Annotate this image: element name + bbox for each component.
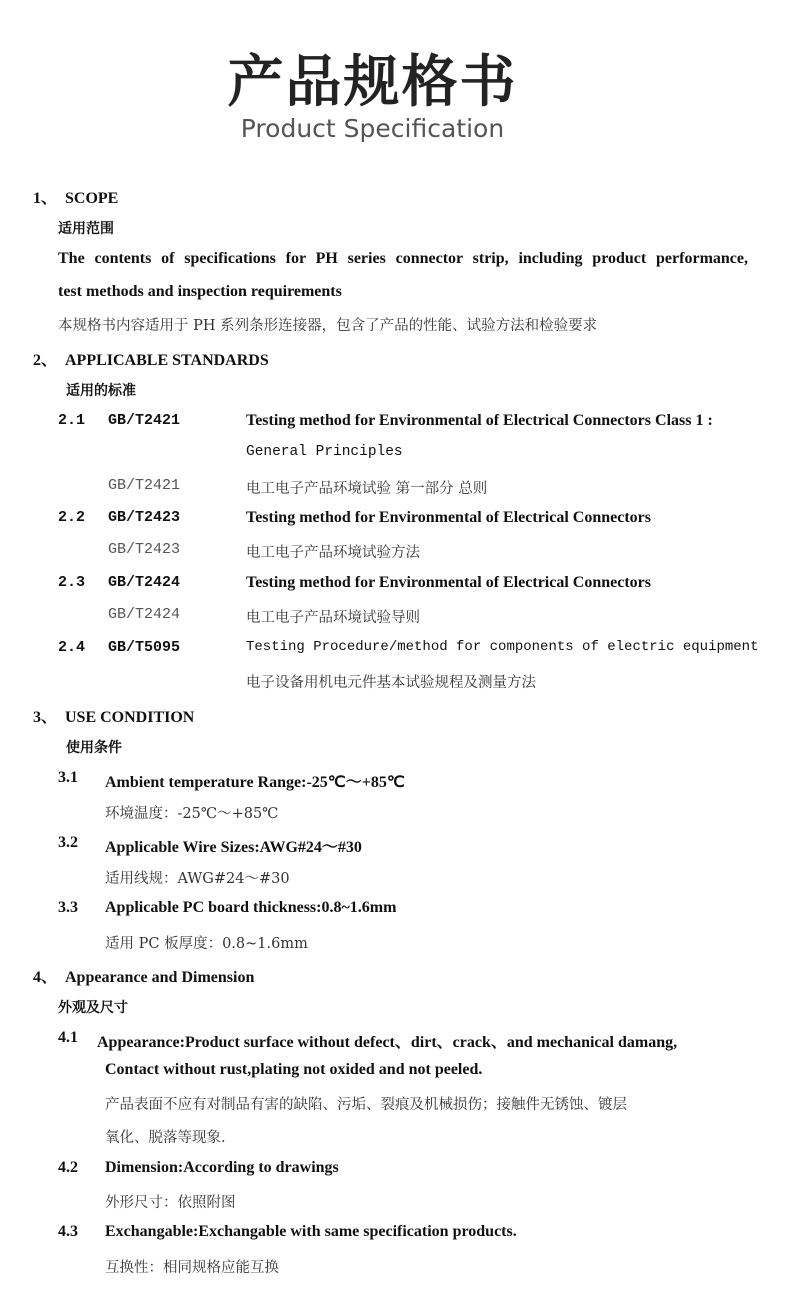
standard-code-cn: GB/T2423 [108,541,181,558]
appearance-text-cn-cont: 氧化、脱落等现象. [105,1130,226,1146]
standard-desc-en: Testing method for Environmental of Electrical Connectors [246,509,652,526]
section-heading-scope [33,185,118,208]
standard-number: 2.3 [58,574,86,591]
standard-code-cn: GB/T2424 [108,606,181,623]
section-heading-appearance [33,964,254,987]
condition-text-cn: 适用线规：AWG#24～#30 [105,871,290,887]
section-title: Appearance and Dimension [65,969,255,986]
section-heading-standards [33,347,269,370]
condition-text-en: Applicable Wire Sizes:AWG#24～#30 [105,839,362,856]
section-number: 2、 [33,352,58,369]
section-subtitle-cn: 使用条件 [66,740,122,756]
appearance-number: 4.1 [58,1029,78,1046]
standard-number: 2.2 [58,509,86,526]
appearance-number: 4.2 [58,1159,78,1176]
section-number: 4、 [33,969,58,986]
appearance-text-en-cont: Contact without rust,plating not oxided and not peeled. [105,1061,483,1078]
standard-code: GB/T2421 [108,412,181,429]
standard-desc-en: Testing Procedure/method for components of electric equipment [246,639,759,655]
standard-code: GB/T2424 [108,574,181,591]
standard-desc-cn: 电工电子产品环境试验 第一部分 总则 [246,481,488,497]
section-number: 1、 [33,190,58,207]
section-number: 3、 [33,709,58,726]
standard-code-cn: GB/T2421 [108,477,181,494]
document-title-en: Product Specification [240,114,505,143]
standard-number: 2.1 [58,412,86,429]
appearance-text-en: Dimension:According to drawings [105,1159,339,1176]
section-subtitle-cn: 适用的标准 [66,383,136,399]
appearance-text-cn: 产品表面不应有对制品有害的缺陷、污垢、裂痕及机械损伤；接触件无锈蚀、镀层 [105,1097,627,1113]
condition-text-cn: 适用 PC 板厚度：0.8~1.6mm [105,936,308,952]
scope-text-en-line1: The contents of specifications for PH series connector strip, including product performance, [58,250,748,267]
condition-text-en: Ambient temperature Range:-25℃～+85℃ [105,774,405,791]
appearance-text-cn: 互换性：相同规格应能互换 [105,1260,279,1276]
standard-number: 2.4 [58,639,86,656]
standard-desc-en: Testing method for Environmental of Electrical Connectors Class 1 : [246,412,713,429]
condition-text-cn: 环境温度：-25℃～+85℃ [105,806,279,822]
standard-code: GB/T5095 [108,639,181,656]
appearance-text-en: Appearance:Product surface without defect、dirt、crack、and mechanical damang, [97,1034,678,1051]
standard-code: GB/T2423 [108,509,181,526]
section-subtitle-cn: 适用范围 [58,221,114,237]
condition-number: 3.2 [58,834,78,851]
scope-text-en-line2: test methods and inspection requirements [58,283,342,300]
section-heading-use-condition [33,704,194,727]
document-title-cn: 产品规格书 [227,50,518,115]
section-title: SCOPE [65,190,119,207]
appearance-text-en: Exchangable:Exchangable with same specification products. [105,1223,517,1240]
condition-text-en: Applicable PC board thickness:0.8~1.6mm [105,899,397,916]
condition-number: 3.1 [58,769,78,786]
appearance-number: 4.3 [58,1223,78,1240]
standard-desc-en: Testing method for Environmental of Electrical Connectors [246,574,652,591]
section-title: USE CONDITION [65,709,195,726]
condition-number: 3.3 [58,899,78,916]
standard-desc-cn: 电工电子产品环境试验方法 [246,545,420,561]
appearance-text-cn: 外形尺寸：依照附图 [105,1195,236,1211]
section-title: APPLICABLE STANDARDS [65,352,269,369]
standard-desc-en-cont: General Principles [246,444,403,460]
standard-desc-cn: 电工电子产品环境试验导则 [246,610,420,626]
standard-desc-cn: 电子设备用机电元件基本试验规程及测量方法 [246,675,536,691]
scope-text-cn: 本规格书内容适用于 PH 系列条形连接器，包含了产品的性能、试验方法和检验要求 [58,318,598,334]
section-subtitle-cn: 外观及尺寸 [58,1000,128,1016]
